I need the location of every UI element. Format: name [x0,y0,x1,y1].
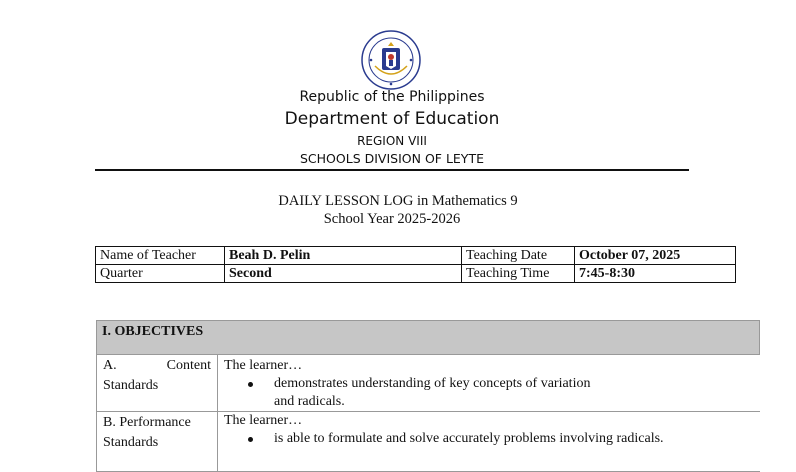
content-label-letter: A. [103,358,117,373]
table-row [96,265,736,283]
performance-standards-text [224,412,664,448]
region-text: REGION VIII [357,134,427,148]
content-standards-row [96,355,760,412]
bullet-icon [248,382,253,387]
time-value: 7:45-8:30 [575,265,736,283]
teacher-label: Name of Teacher [96,247,225,265]
teacher-info-table [95,246,736,283]
performance-lead: The learner… [224,413,303,428]
date-label: Teaching Date [462,247,575,265]
list-item-continued [224,393,590,411]
list-item [224,430,664,448]
lesson-log-title: DAILY LESSON LOG in Mathematics 9 [278,193,518,209]
content-standards-label [97,355,218,411]
deped-seal-logo [361,30,421,90]
header-divider [95,169,689,171]
bullet-icon [248,437,253,442]
content-bullet-2: and radicals. [274,394,345,409]
performance-standards-label [97,412,218,471]
content-bullet-1: demonstrates understanding of key concepts of variation [274,376,591,391]
performance-label-b: Standards [103,435,159,450]
republic-text: Republic of the Philippines [299,89,485,105]
quarter-value: Second [225,265,462,283]
teacher-value: Beah D. Pelin [225,247,462,265]
objectives-heading: I. OBJECTIVES [96,320,760,355]
content-standards-text [224,357,590,411]
division-text: SCHOOLS DIVISION OF LEYTE [300,151,484,166]
content-lead: The learner… [224,358,303,373]
department-title: Department of Education [284,109,500,129]
objectives-table [96,320,760,450]
date-value: October 07, 2025 [575,247,736,265]
school-year: School Year 2025-2026 [323,211,461,227]
content-label-standards: Standards [103,378,159,393]
quarter-label: Quarter [96,265,225,283]
time-label: Teaching Time [462,265,575,283]
performance-label-a: B. Performance [103,415,191,430]
list-item [224,375,590,393]
performance-bullet: is able to formulate and solve accurately problems involving radicals. [274,431,664,446]
table-row [96,247,736,265]
content-label-word: Content [166,358,211,373]
performance-standards-row [96,412,760,472]
